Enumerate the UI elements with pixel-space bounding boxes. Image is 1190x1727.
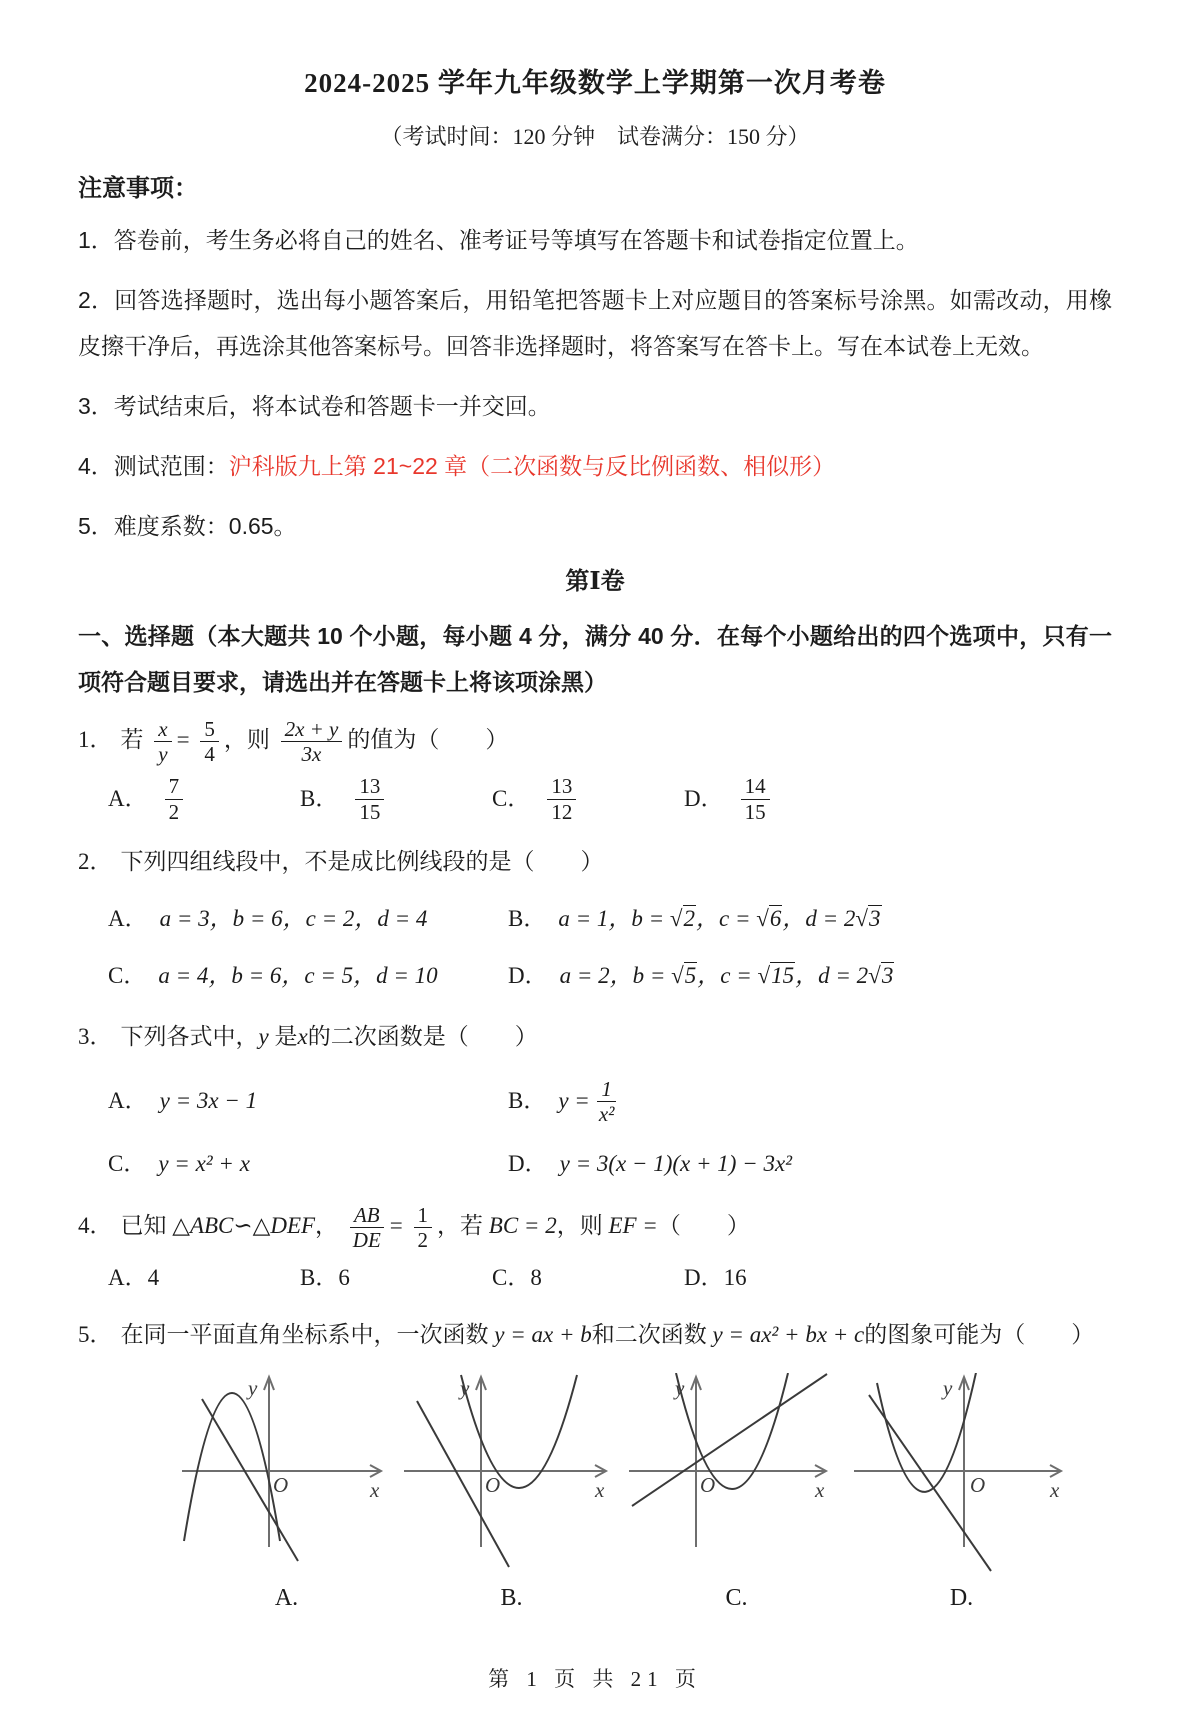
option-c: C． y = x² + x <box>108 1150 250 1176</box>
notice-item-2: 2．回答选择题时，选出每小题答案后，用铅笔把答题卡上对应题目的答案标号涂黑。如需改动，用橡皮擦干净后，再选涂其他答案标号。回答非选择题时，将答案写在答卡上。写在本试卷上无效。 <box>78 286 1112 359</box>
graph-label-b: B. <box>500 1584 523 1611</box>
exam-info: （考试时间：120 分钟 试卷满分：150 分） <box>380 124 810 150</box>
question-2-options <box>108 891 1112 1005</box>
x-axis-label: x <box>370 1477 380 1502</box>
question-number: 5． <box>78 1321 113 1347</box>
graph-option-b <box>399 1373 624 1573</box>
fraction-1-over-x-squared: $\frac{1}{\text{x²}}$ <box>598 1076 615 1126</box>
x-axis-label: x <box>1050 1477 1060 1502</box>
graph-label-c: C. <box>725 1584 748 1611</box>
notice-heading: 注意事项： <box>78 175 198 203</box>
notice-item-5: 5．难度系数：0.65。 <box>78 512 297 539</box>
question-3: 3． 下列各式中，y 是x的二次函数是（ ） <box>78 1024 538 1049</box>
question-1: 1． 若 $\frac{x}{y}$ = $\frac{5}{4}$ ，则 $\frac{2x + y}{3x}$ 的值为（ ） <box>78 717 509 767</box>
origin-label: O <box>273 1472 289 1497</box>
notice-item-4 <box>78 443 1112 489</box>
fraction-AB-over-DE: $\frac{AB}{DE}$ <box>349 1203 385 1252</box>
scope-highlight: 沪科版九上第 21~22 章（二次函数与反比例函数、相似形） <box>228 452 836 479</box>
fraction-x-over-y: $\frac{x}{y}$ <box>154 717 171 766</box>
fraction-2x-plus-y-over-3x: $\frac{2x + y}{3x}$ <box>281 717 343 766</box>
option-d: D． y = 3(x − 1)(x + 1) − 3x² <box>508 1150 793 1176</box>
option-c: C．8 <box>492 1265 542 1291</box>
graph-label-d: D. <box>949 1584 974 1611</box>
notice-item-3: 3．考试结束后，将本试卷和答题卡一并交回。 <box>78 392 551 419</box>
graph-option-a <box>174 1373 399 1573</box>
notice-item-1: 1．答卷前，考生务必将自己的姓名、准考证号等填写在答题卡和试卷指定位置上。 <box>78 226 919 253</box>
option-b: B．6 <box>300 1265 350 1291</box>
question-5-graphs <box>174 1373 1112 1573</box>
option-a: A． y = 3x − 1 <box>108 1087 258 1113</box>
origin-label: O <box>700 1472 716 1497</box>
volume-heading: 第Ⅰ卷 <box>565 568 625 595</box>
line-curve <box>632 1374 827 1506</box>
option-d: D． a = 2，b = √5，c = √15，d = 2√3 <box>508 963 894 989</box>
graph-label-a: A. <box>274 1584 299 1611</box>
option-c: C． a = 4，b = 6，c = 5，d = 10 <box>108 963 438 989</box>
option-b: B． $\frac{13}{15}$ <box>300 774 492 823</box>
option-d: D．16 <box>684 1265 747 1291</box>
option-a: A． $\frac{7}{2}$ <box>108 774 300 823</box>
option-a: A．4 <box>108 1265 160 1291</box>
fraction-5-over-4: $\frac{5}{4}$ <box>200 717 219 766</box>
x-axis-label: x <box>815 1477 825 1502</box>
x-axis-label: x <box>595 1477 605 1502</box>
page-title: 2024-2025 学年九年级数学上学期第一次月考卷 <box>304 68 886 98</box>
question-number: 3． <box>78 1024 113 1049</box>
question-3-options <box>108 1067 1112 1193</box>
page-number: 第 1 页 共 21 页 <box>488 1666 702 1691</box>
question-4: 4． 已知 △ABC∽△DEF， $\frac{AB}{DE}$ = $\frac{1}{2}$ ，若 BC = 2，则 EF =（ ） <box>78 1202 750 1252</box>
fraction-1-over-2: $\frac{1}{2}$ <box>414 1203 433 1252</box>
question-number: 4． <box>78 1212 113 1238</box>
origin-label: O <box>970 1472 986 1497</box>
y-axis-label: y <box>460 1375 470 1400</box>
question-number: 2． <box>78 848 113 874</box>
option-c: C． $\frac{13}{12}$ <box>492 774 684 823</box>
option-b: B． y = $\frac{1}{\text{x²}}$ <box>508 1077 908 1126</box>
question-5-graph-labels <box>174 1579 1112 1617</box>
y-axis-label: y <box>675 1375 685 1400</box>
origin-label: O <box>485 1472 501 1497</box>
y-axis-label: y <box>943 1375 953 1400</box>
option-a: A． a = 3，b = 6，c = 2，d = 4 <box>108 906 428 932</box>
graph-option-d <box>849 1373 1074 1573</box>
option-d: D． $\frac{14}{15}$ <box>684 774 876 823</box>
question-2: 2． 下列四组线段中，不是成比例线段的是（ ） <box>78 848 604 874</box>
graph-option-c <box>624 1373 849 1573</box>
question-1-options <box>108 774 1112 823</box>
section-heading: 一、选择题（本大题共 10 个小题，每小题 4 分，满分 40 分．在每个小题给出的四个选项中，只有一项符合题目要求，请选出并在答题卡上将该项涂黑） <box>78 623 1112 696</box>
question-4-options <box>108 1260 1112 1297</box>
question-number: 1． <box>78 727 113 753</box>
parabola-curve <box>184 1393 280 1541</box>
question-5: 5． 在同一平面直角坐标系中，一次函数 y = ax + b和二次函数 y = ax² + bx + c的图象可能为（ ） <box>78 1321 1095 1347</box>
scope-label: 4．测试范围： <box>78 452 229 479</box>
parabola-curve <box>877 1373 977 1492</box>
option-b: B． a = 1，b = √2，c = √6，d = 2√3 <box>508 906 881 932</box>
y-axis-label: y <box>248 1375 258 1400</box>
